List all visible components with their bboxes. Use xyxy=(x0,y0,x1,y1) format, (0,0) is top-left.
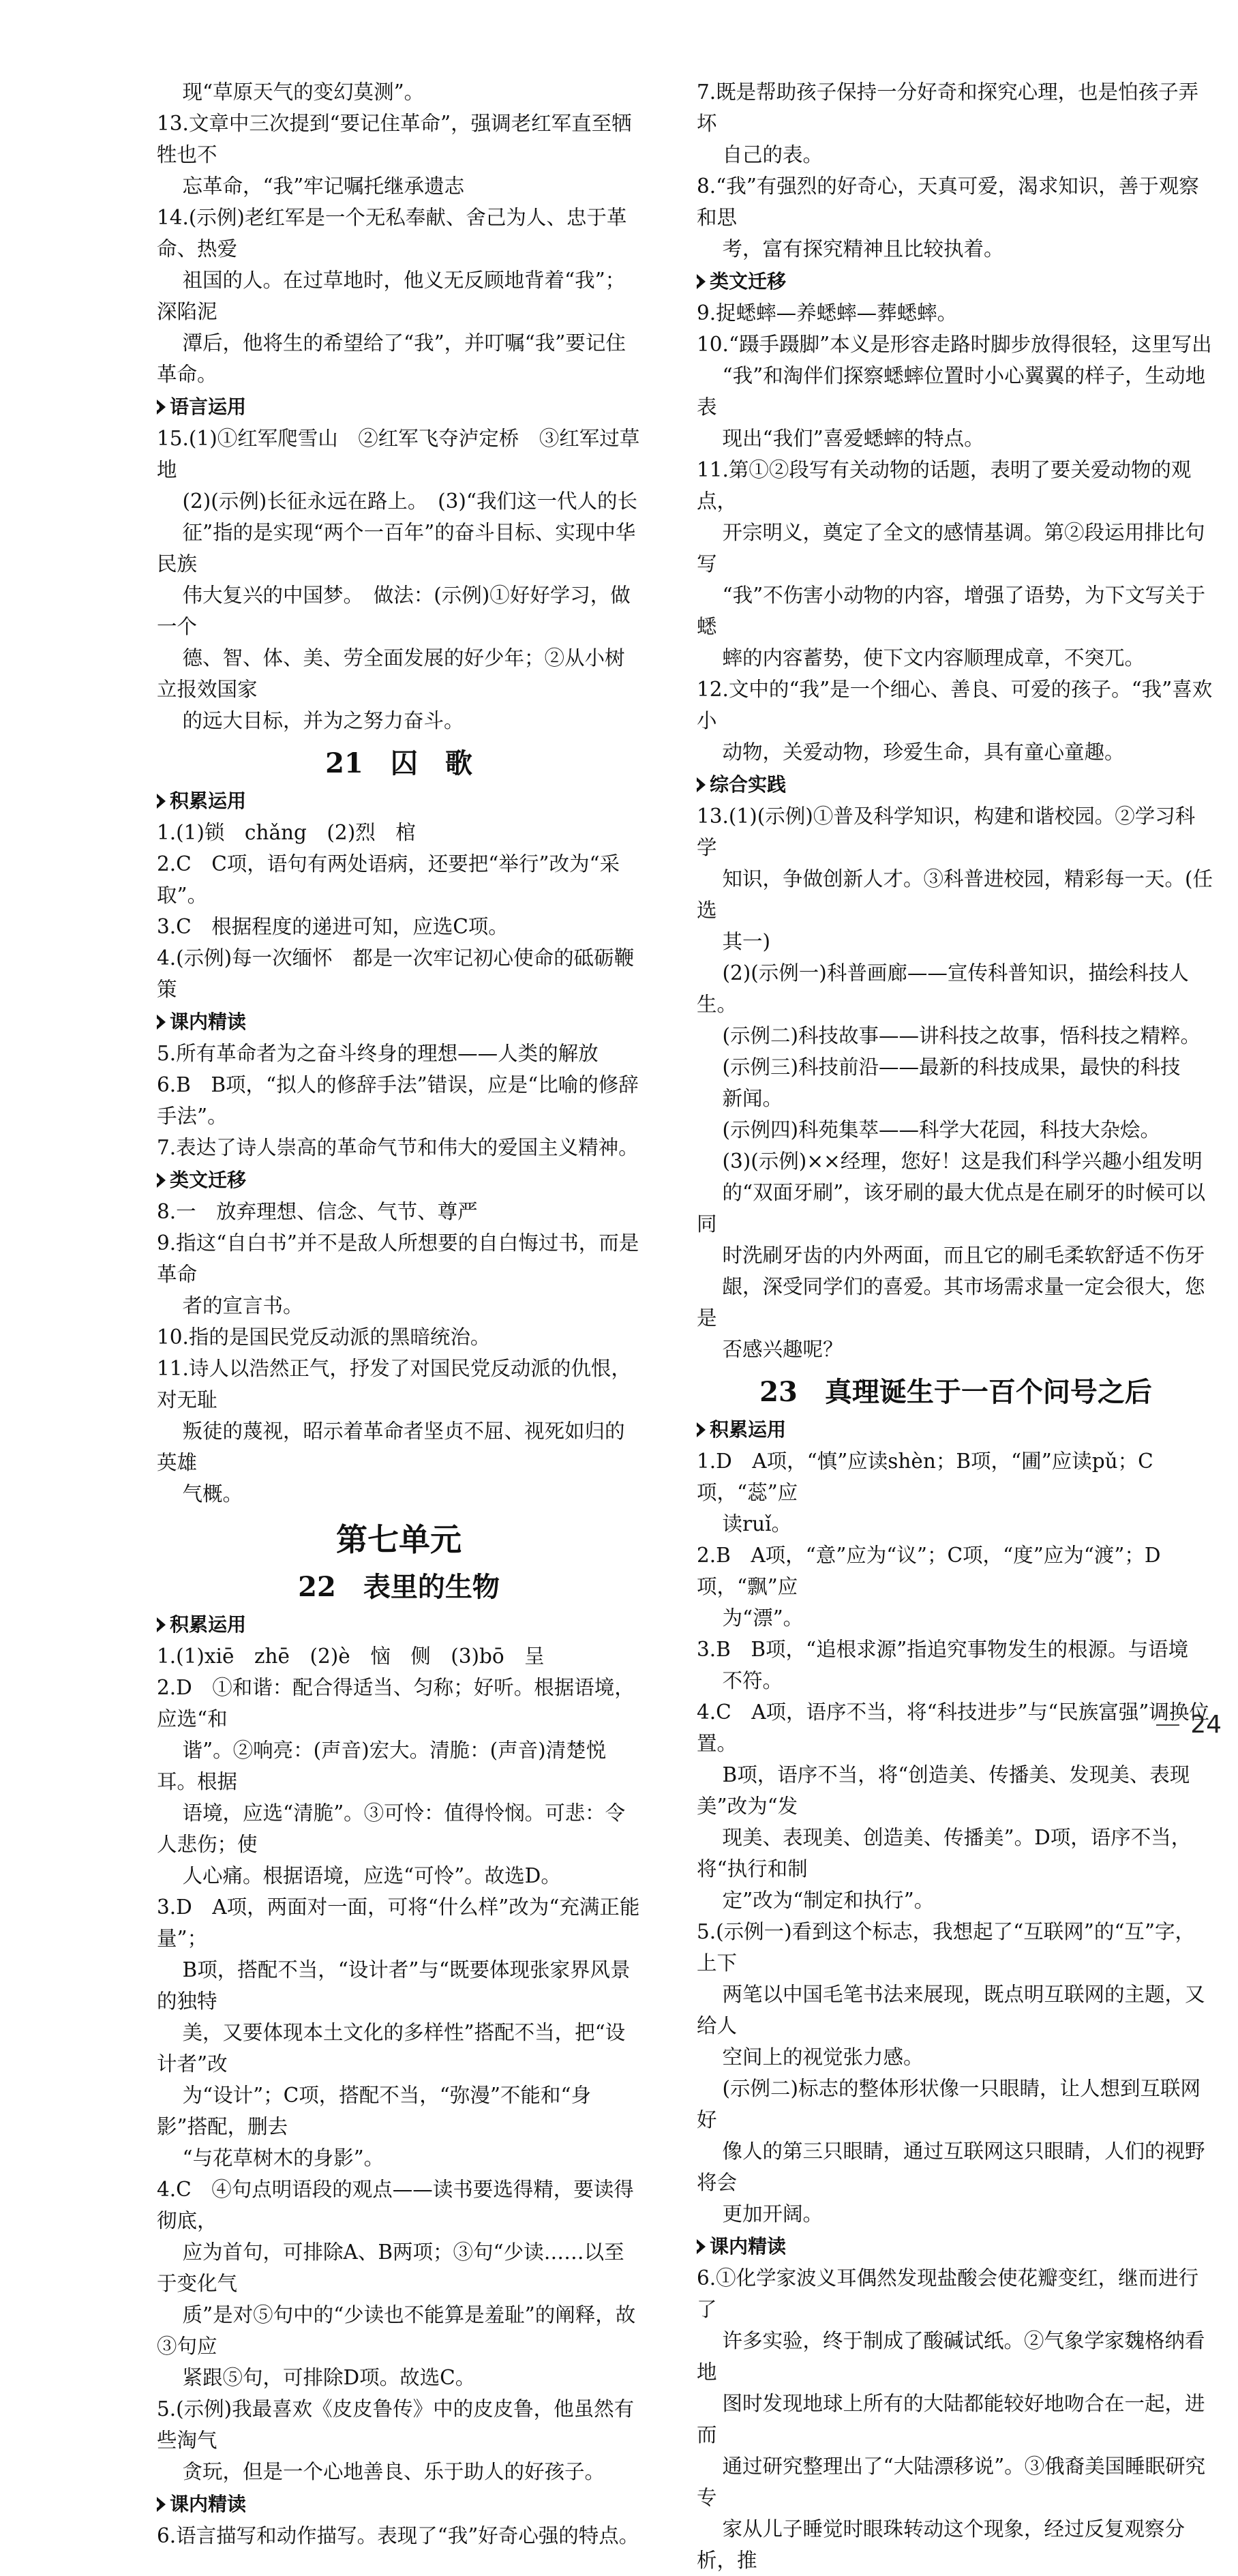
lesson-title: 23 真理诞生于一百个问号之后 xyxy=(759,1376,1152,1408)
answer-paragraph: 7.表达了诗人崇高的革命气节和伟大的爱国主义精神。 xyxy=(157,1136,639,1159)
answer-paragraph: 6.语言描写和动作描写。表现了“我”好奇心强的特点。 xyxy=(157,2524,639,2547)
section-marker-icon xyxy=(157,2497,166,2512)
unit-title: 第七单元 xyxy=(336,1521,462,1558)
answer-paragraph: (3)(示例)××经理，您好！这是我们科学兴趣小组发明 的“双面牙刷”，该牙刷的最大优点是在刷牙的时候可以同 时洗刷牙齿的内外两面，而且它的刷毛柔软舒适不伤牙 龈，深受同学们的喜爱。其市场需求量一定会很大，您是 否感兴趣呢？ xyxy=(697,1150,1206,1361)
section-marker-icon xyxy=(157,794,166,809)
section-heading xyxy=(157,391,641,423)
section-heading-label: 积累运用 xyxy=(170,790,247,812)
answer-paragraph: (示例二)科技故事——讲科技之故事，悟科技之精粹。 xyxy=(697,1024,1201,1047)
answer-paragraph: 12.文中的“我”是一个细心、善良、可爱的孩子。“我”喜欢小 动物，关爱动物，珍爱生命，具有童心童趣。 xyxy=(697,678,1213,764)
answer-paragraph: (2)(示例一)科普画廊——宣传科普知识，描绘科技人生。 xyxy=(697,961,1189,1016)
section-heading-label: 课内精读 xyxy=(170,2493,247,2515)
section-heading-label: 积累运用 xyxy=(170,1613,247,1636)
section-heading xyxy=(157,1165,641,1196)
answer-paragraph: 14.(示例)老红军是一个无私奉献、舍己为人、忠于革命、热爱 祖国的人。在过草地时，他义无反顾地背着“我”；深陷泥 潭后，他将生的希望给了“我”，并叮嘱“我”要记住革命。 xyxy=(157,206,627,386)
answer-paragraph: 4.C A项，语序不当，将“科技进步”与“民族富强”调换位置。 B项，语序不当，将“创造美、传播美、发现美、表现美”改为“发 现美、表现美、创造美、传播美”。D项，语序不当，将“执行和制 定”改为“制定和执行”。 xyxy=(697,1701,1209,1912)
section-marker-icon xyxy=(697,274,706,289)
section-heading xyxy=(697,2231,1215,2262)
answer-paragraph: 15.(1)①红军爬雪山 ②红军飞夺泸定桥 ③红军过草地 (2)(示例)长征永远在路上。 (3)“我们这一代人的长 征”指的是实现“两个一百年”的奋斗目标、实现中华民族 伟大复兴的中国梦。 做法：(示例)①好好学习，做一个 德、智、体、美、劳全面发展的好少年；②从小树立报效国家 的远大目标，并为之努力奋斗。 xyxy=(157,427,640,732)
section-marker-icon xyxy=(157,1015,166,1030)
section-heading-label: 课内精读 xyxy=(710,2235,787,2258)
section-marker-icon xyxy=(697,1422,706,1437)
answer-paragraph: 2.B A项，“意”应为“议”；C项，“度”应为“渡”；D项，“飘”应 为“漂”。 xyxy=(697,1544,1161,1630)
answer-paragraph: 2.D ①和谐：配合得适当、匀称；好听。根据语境，应选“和 谐”。②响亮：(声音)宏大。清脆：(声音)清楚悦耳。根据 语境，应选“清脆”。③可怜：值得怜悯。可悲：令人悲伤；使 人心痛。根据语境，应选“可怜”。故选D。 xyxy=(157,1676,635,1887)
answer-paragraph: 5.(示例)我最喜欢《皮皮鲁传》中的皮皮鲁，他虽然有些淘气 贪玩，但是一个心地善良、乐于助人的好孩子。 xyxy=(157,2397,635,2483)
section-heading xyxy=(157,1006,641,1038)
answer-paragraph: 10.“蹑手蹑脚”本义是形容走路时脚步放得很轻，这里写出 “我”和淘伴们探察蟋蟀位置时小心翼翼的样子，生动地表 现出“我们”喜爱蟋蟀的特点。 xyxy=(697,333,1212,450)
page-number: 24 xyxy=(1190,1711,1222,1739)
section-heading-label: 积累运用 xyxy=(710,1418,787,1441)
section-heading xyxy=(157,2489,641,2520)
answer-paragraph: (示例三)科技前沿——最新的科技成果，最快的科技 新闻。 xyxy=(722,1055,1181,1110)
answer-paragraph: 13.(1)(示例)①普及科学知识，构建和谐校园。②学习科学 知识，争做创新人才。③科普进校园，精彩每一天。(任选 其一) xyxy=(697,805,1213,953)
section-marker-icon xyxy=(697,777,706,792)
answer-paragraph: (示例二)标志的整体形状像一只眼睛，让人想到互联网好 像人的第三只眼睛，通过互联网这只眼睛，人们的视野将会 更加开阔。 xyxy=(697,2077,1205,2226)
answer-paragraph: 5.(示例一)看到这个标志，我想起了“互联网”的“互”字，上下 两笔以中国毛笔书法来展现，既点明互联网的主题，又给人 空间上的视觉张力感。 xyxy=(697,1920,1205,2069)
section-heading-label: 课内精读 xyxy=(170,1010,247,1033)
section-marker-icon xyxy=(157,400,166,415)
section-heading-label: 类文迁移 xyxy=(710,270,787,293)
answer-paragraph: 9.捉蟋蟀—养蟋蟀—葬蟋蟀。 xyxy=(697,301,958,325)
answer-paragraph: 6.B B项，“拟人的修辞手法”错误，应是“比喻的修辞手法”。 xyxy=(157,1073,639,1128)
answer-paragraph: 11.第①②段写有关动物的话题，表明了要关爱动物的观点， 开宗明义，奠定了全文的感情基调。第②段运用排比句写 “我”不伤害小动物的内容，增强了语势，为下文写关于蟋 蟀的内容蓄势，使下文内容顺理成章，不突兀。 xyxy=(697,458,1206,670)
answer-paragraph: 10.指的是国民党反动派的黑暗统治。 xyxy=(157,1326,491,1349)
section-heading-label: 语言运用 xyxy=(170,395,247,418)
section-heading xyxy=(697,1414,1215,1446)
answer-paragraph: 3.B B项，“追根求源”指追究事物发生的根源。与语境 不符。 xyxy=(697,1638,1189,1692)
left-column xyxy=(157,76,641,2551)
answer-paragraph: 5.所有革命者为之奋斗终身的理想——人类的解放 xyxy=(157,1042,599,1065)
answer-paragraph: 13.文章中三次提到“要记住革命”，强调老红军直至牺牲也不 忘革命，“我”牢记嘱托继承遗志 xyxy=(157,112,632,198)
answer-paragraph: 6.①化学家波义耳偶然发现盐酸会使花瓣变红，继而进行了 许多实验，终于制成了酸碱试纸。②气象学家魏格纳看地 图时发现地球上所有的大陆都能较好地吻合在一起，进而 通过研究整理出了“大陆漂移说”。③俄裔美国睡眠研究专 家从儿子睡觉时眼珠转动这个现象，经过反复观察分析，推 xyxy=(697,2266,1206,2572)
answer-paragraph: 1.D A项，“慎”应读shèn；B项，“圃”应读pǔ；C项，“蕊”应 读ruǐ。 xyxy=(697,1450,1153,1536)
answer-paragraph: 3.C 根据程度的递进可知，应选C项。 xyxy=(157,915,509,938)
section-marker-icon xyxy=(157,1617,166,1632)
answer-paragraph: 11.诗人以浩然正气，抒发了对国民党反动派的仇恨，对无耻 叛徒的蔑视，昭示着革命者坚贞不屈、视死如归的英雄 气概。 xyxy=(157,1357,631,1506)
section-heading xyxy=(697,266,1215,297)
right-column xyxy=(697,76,1215,2576)
answer-paragraph: 1.(1)锁 chǎng (2)烈 棺 xyxy=(157,821,416,844)
section-marker-icon xyxy=(697,2239,706,2254)
section-marker-icon xyxy=(157,1173,166,1188)
answer-paragraph: 2.C C项，语句有两处语病，还要把“举行”改为“采取”。 xyxy=(157,852,620,907)
section-heading-label: 综合实践 xyxy=(710,773,787,796)
answer-paragraph: 9.指这“自白书”并不是敌人所想要的自白悔过书，而是革命 者的宣言书。 xyxy=(157,1231,639,1317)
section-heading xyxy=(157,1609,641,1641)
footer-dash xyxy=(1156,1724,1179,1726)
page-footer xyxy=(1156,1711,1222,1739)
answer-paragraph: 3.D A项，两面对一面，可将“什么样”改为“充满正能量”； B项，搭配不当，“设计者”与“既要体现张家界风景的独特 美，又要体现本土文化的多样性”搭配不当，把“设计者”改 为“设计”；C项，搭配不当，“弥漫”不能和“身影”搭配，删去 “与花草树木的身影”。 xyxy=(157,1896,640,2170)
answer-paragraph: 4.C ④句点明语段的观点——读书要选得精，要读得彻底， 应为首句，可排除A、B两项；③句“少读……以至于变化气 质”是对⑤句中的“少读也不能算是羞耻”的阐释，故③句应 紧跟⑤句，可排除D项。故选C。 xyxy=(157,2178,636,2389)
answer-paragraph: 7.既是帮助孩子保持一分好奇和探究心理，也是怕孩子弄坏 自己的表。 xyxy=(697,80,1199,166)
section-heading xyxy=(157,785,641,817)
section-heading xyxy=(697,769,1215,800)
lesson-title: 21 囚 歌 xyxy=(325,747,472,779)
answer-paragraph: 8.“我”有强烈的好奇心，天真可爱，渴求知识，善于观察和思 考，富有探究精神且比较执着。 xyxy=(697,175,1199,260)
answer-paragraph: 8.一 放弃理想、信念、气节、尊严 xyxy=(157,1200,478,1223)
answer-paragraph: (示例四)科苑集萃——科学大花园，科技大杂烩。 xyxy=(697,1118,1161,1141)
answer-paragraph: 4.(示例)每一次缅怀 都是一次牢记初心使命的砥砺鞭策 xyxy=(157,946,635,1001)
lesson-title: 22 表里的生物 xyxy=(298,1571,500,1603)
answer-paragraph: 1.(1)xiē zhē (2)è 恼 侧 (3)bō 呈 xyxy=(157,1645,545,1668)
answer-paragraph: 现“草原天气的变幻莫测”。 xyxy=(157,80,425,104)
section-heading-label: 类文迁移 xyxy=(170,1169,247,1191)
